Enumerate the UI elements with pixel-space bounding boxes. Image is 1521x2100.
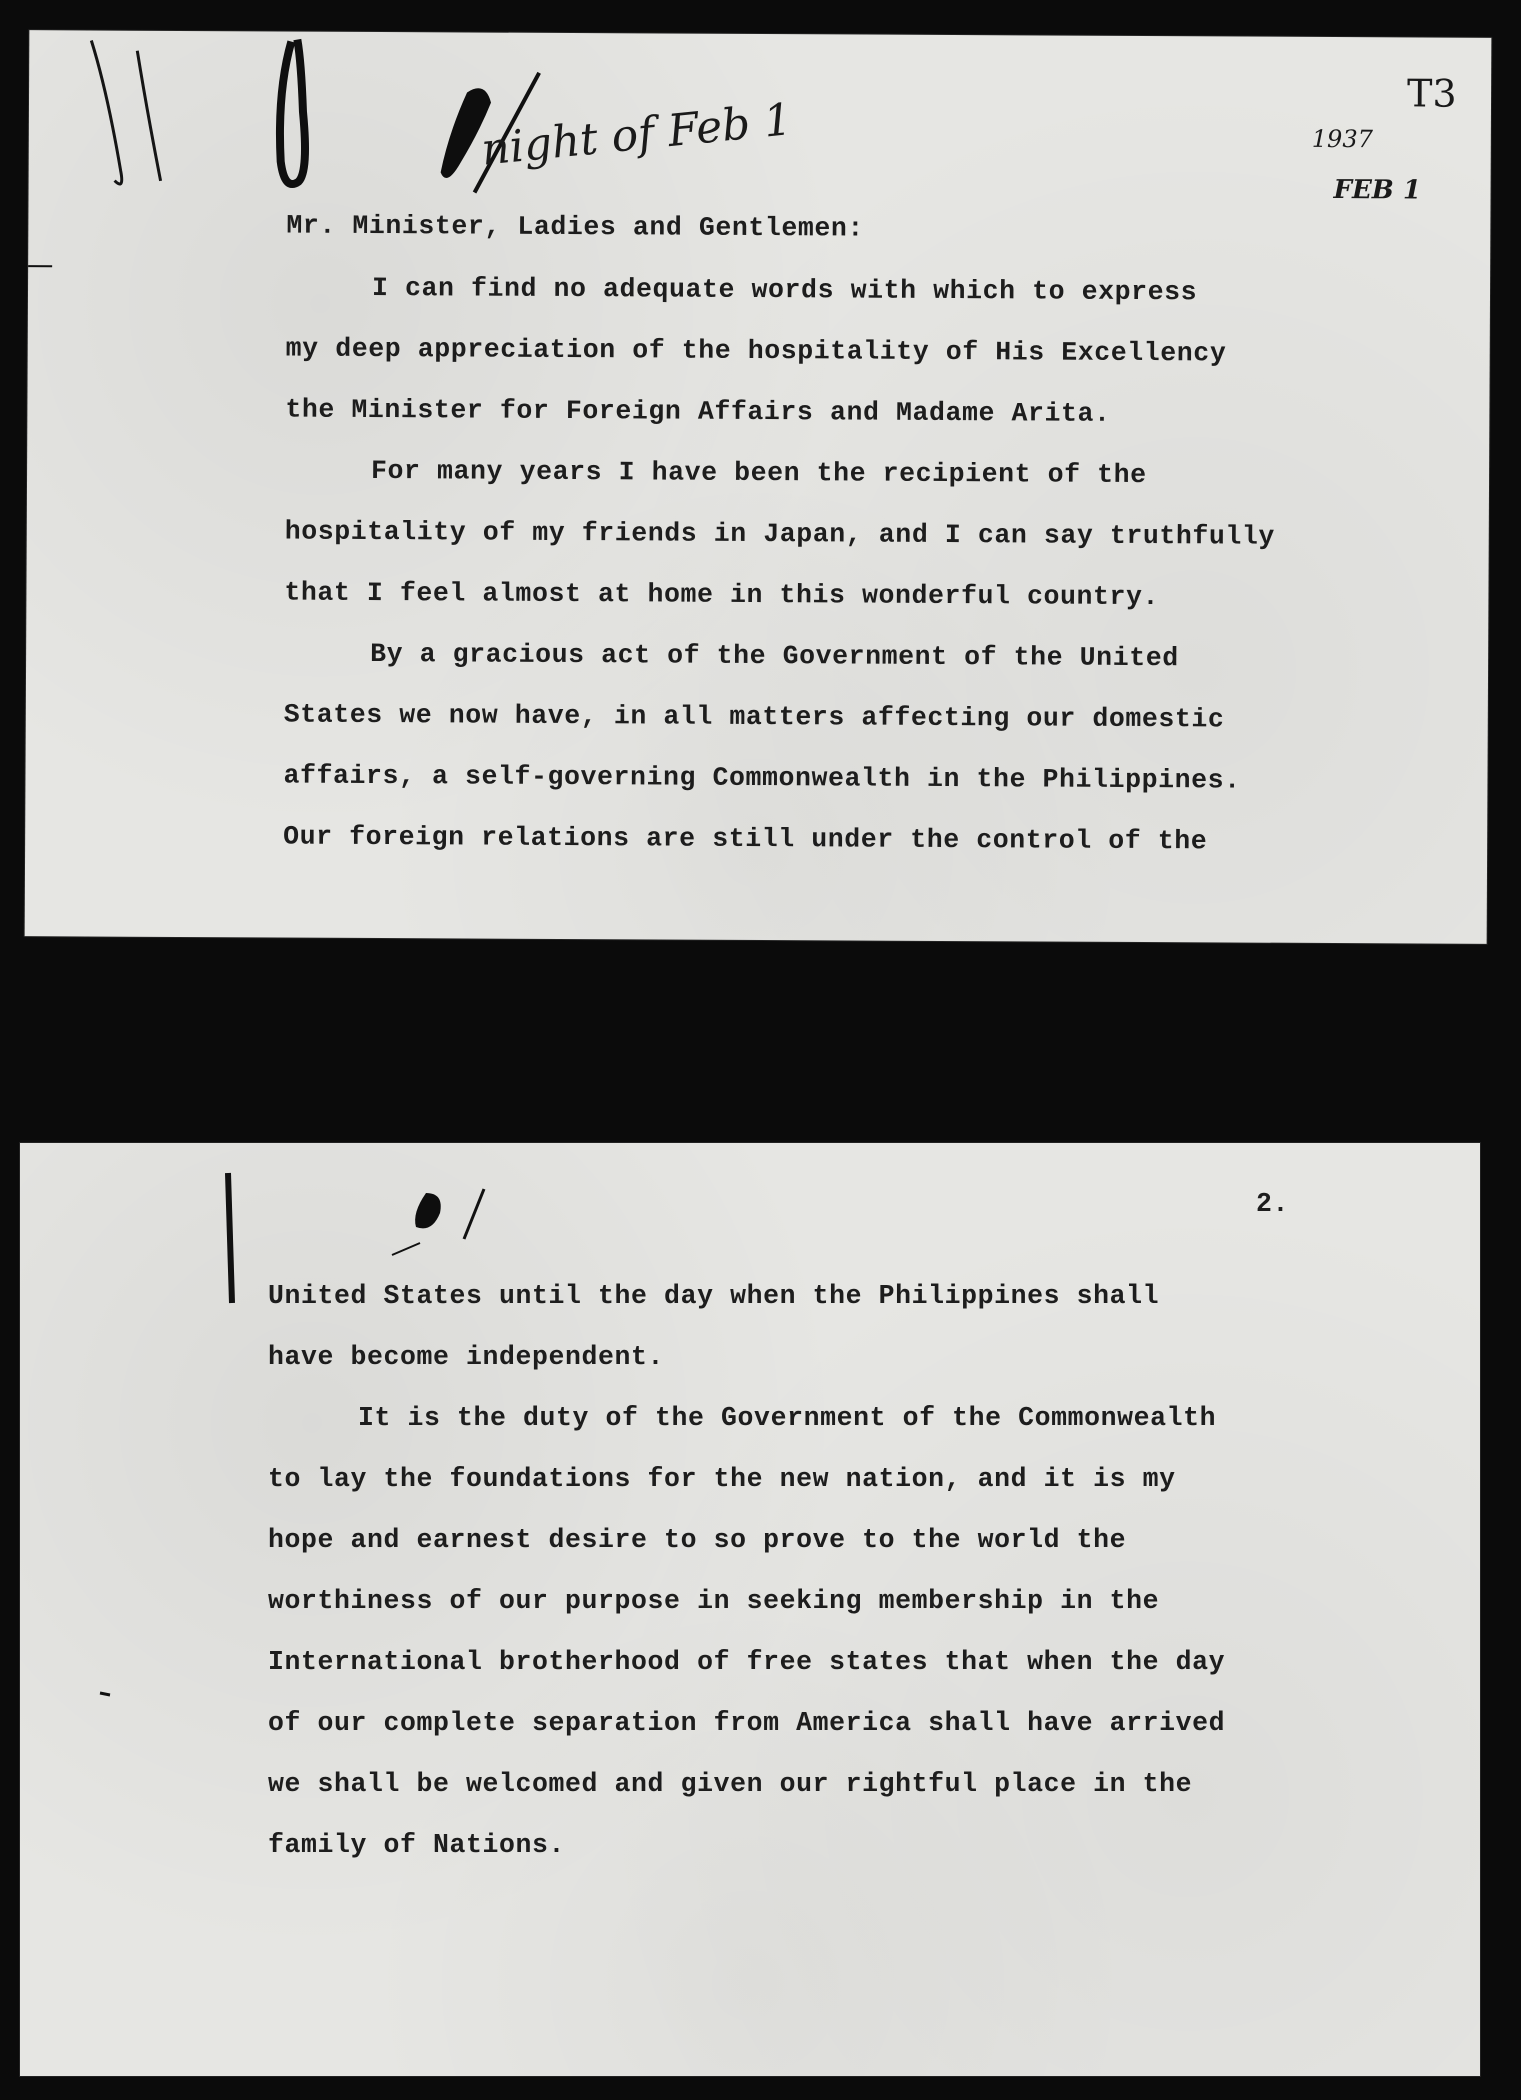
- text-line: have become independent.: [268, 1342, 665, 1372]
- year-note: 1937: [1311, 124, 1373, 154]
- text-line: For many years I have been the recipient of the: [371, 455, 1147, 491]
- text-line: hospitality of my friends in Japan, and I can say truthfully: [284, 516, 1275, 552]
- text-line: the Minister for Foreign Affairs and Madame Arita.: [285, 394, 1111, 429]
- text-line: Our foreign relations are still under the control of the: [283, 821, 1208, 857]
- salutation: Mr. Minister, Ladies and Gentlemen:: [286, 210, 865, 244]
- text-line: It is the duty of the Government of the Commonwealth: [358, 1403, 1217, 1433]
- slash-mark: [464, 1189, 484, 1239]
- text-line: By a gracious act of the Government of the United: [370, 638, 1179, 674]
- date-note: FEB 1: [1333, 175, 1422, 206]
- bracket-mark: [280, 39, 306, 184]
- text-line: my deep appreciation of the hospitality of His Excellency: [285, 333, 1227, 369]
- pencil-stroke-mark: [91, 41, 123, 184]
- text-line: worthiness of our purpose in seeking membership in the: [268, 1586, 1160, 1616]
- corner-mark: T3: [1406, 71, 1457, 116]
- margin-bar-mark: [228, 1173, 232, 1303]
- text-line: of our complete separation from America shall have arrived: [268, 1708, 1226, 1738]
- handwritten-note: night of Feb 1: [479, 94, 795, 176]
- text-line: I can find no adequate words with which to express: [371, 272, 1198, 308]
- text-line: affairs, a self-governing Commonwealth in the Philippines.: [283, 760, 1241, 796]
- text-line: International brotherhood of free states that when the day: [268, 1647, 1226, 1677]
- text-line: we shall be welcomed and given our rightful place in the: [268, 1769, 1193, 1799]
- page-number: 2.: [1256, 1189, 1290, 1219]
- text-line: that I feel almost at home in this wonderful country.: [284, 577, 1160, 613]
- speck-mark: [100, 1693, 110, 1695]
- ink-blot-mark: [415, 1193, 441, 1228]
- pencil-stroke-mark: [392, 1243, 420, 1255]
- text-line: States we now have, in all matters affecting our domestic: [283, 699, 1225, 735]
- text-line: hope and earnest desire to so prove to the world the: [268, 1525, 1127, 1555]
- text-line: to lay the foundations for the new nation, and it is my: [268, 1464, 1176, 1494]
- text-line: family of Nations.: [268, 1830, 566, 1860]
- text-line: United States until the day when the Philippines shall: [268, 1281, 1160, 1311]
- document-page-2: [20, 1143, 1480, 2076]
- document-page-1: [25, 30, 1492, 944]
- pencil-stroke-mark: [137, 51, 162, 181]
